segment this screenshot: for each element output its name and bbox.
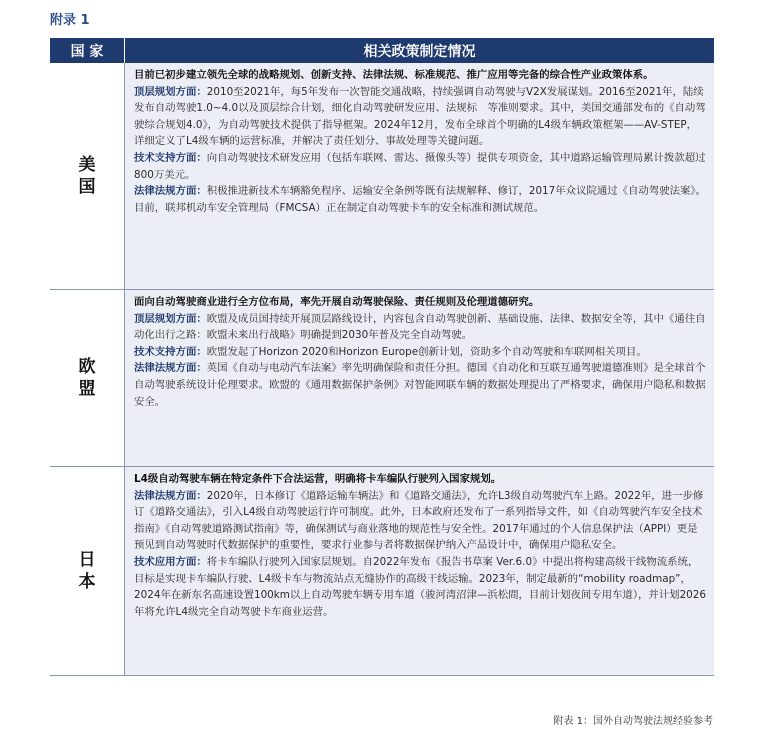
table-header-row (50, 38, 714, 63)
policy-item (134, 554, 706, 620)
table-row-eu (50, 290, 714, 467)
row-summary: 目前已初步建立领先全球的战略规划、创新支持、法律法规、标准规范、推广应用等完备的综合性产业政策体系。 (134, 69, 654, 81)
policy-item-label: 法律法规方面： (134, 185, 207, 198)
header-policy: 相关政策制定情况 (125, 38, 715, 63)
policy-table (50, 38, 714, 676)
row-summary: 面向自动驾驶商业进行全方位布局，率先开展自动驾驶保险、责任规则及伦理道德研究。 (134, 296, 540, 308)
policy-item-label: 技术支持方面： (134, 345, 207, 358)
policy-item-text: 欧盟发起了Horizon 2020和Horizon Europe创新计划，资助多个自动驾驶和车联网相关项目。 (206, 345, 647, 358)
appendix-title: 附录 1 (50, 13, 90, 28)
policy-item-text: 2020年，日本修订《道路运输车辆法》和《道路交通法》，允许L3级自动驾驶汽车上路。2022年，进一步修订《道路交通法》，引入L4级自动驾驶运行许可制度。此外，日本政府还发布了一系列指导文件，如《自动驾驶汽车安全技术指南》《自动驾驶道路测试指南》等，确保测试与商业落地的规范性与安全性。2017年通过的个人信息保护法（APPI）更是预见到自动驾驶时代数据保护的重要性，要求行业参与者将数据保护纳入产品设计中，确保用户隐私安全。 (134, 489, 704, 552)
header-country: 国 家 (50, 38, 125, 63)
policy-item-label: 顶层规划方面： (134, 85, 207, 98)
row-summary: L4级自动驾驶车辆在特定条件下合法运营，明确将卡车编队行驶列入国家规划。 (134, 473, 502, 485)
policy-item (134, 488, 706, 554)
country-cell-eu (50, 290, 125, 467)
policy-cell-us (125, 63, 715, 290)
country-name: 日本 (78, 550, 96, 592)
policy-item-label: 法律法规方面： (134, 489, 207, 502)
policy-item (134, 344, 706, 361)
table-row-us (50, 63, 714, 290)
policy-cell-jp (125, 467, 715, 676)
country-name: 美国 (78, 155, 96, 197)
policy-item-text: 2010至2021年，每5年发布一次智能交通战略，持续强调自动驾驶与V2X发展谋划。2016至2021年，陆续发布自动驾驶1.0~4.0以及顶层综合计划，细化自动驾驶研发应用、法规标 等准则要求。其中，美国交通部发布的《自动驾驶综合规划4.0》，为自动驾驶技术提供了指导框架。2024年12月，发布全球首个明确的L4级车辆政策框架——AV-STEP，详细定义了L4级车辆的运营标准，并解决了责任划分、事故处理等关键问题。 (134, 85, 706, 148)
policy-item (134, 360, 706, 410)
policy-item (134, 311, 706, 344)
policy-item-text: 英国《自动与电动汽车法案》率先明确保险和责任分担。德国《自动化和互联互通驾驶道德准则》是全球首个自动驾驶系统设计伦理要求。欧盟的《通用数据保护条例》对智能网联车辆的数据处理提出了严格要求，确保用户隐私和数据安全。 (134, 362, 706, 408)
policy-cell-eu (125, 290, 715, 467)
policy-item-text: 向自动驾驶技术研发应用（包括车联网、雷达、摄像头等）提供专项资金，其中道路运输管理局累计拨款超过800万美元。 (134, 151, 706, 181)
country-cell-jp (50, 467, 125, 676)
policy-item-text: 欧盟及成员国持续开展顶层路线设计，内容包含自动驾驶创新、基础设施、法律、数据安全等，其中《通往自动化出行之路：欧盟未来出行战略》明确提到2030年普及完全自动驾驶。 (134, 312, 706, 342)
policy-item-text: 积极推进新技术车辆豁免程序、运输安全条例等既有法规解释、修订，2017年众议院通过《自动驾驶法案》。目前，联邦机动车安全管理局（FMCSA）正在制定自动驾驶卡车的安全标准和测试规范。 (134, 185, 706, 214)
table-caption: 附表 1：国外自动驾驶法规经验参考 (553, 716, 713, 727)
policy-item (134, 84, 706, 150)
policy-item-label: 技术支持方面： (134, 151, 207, 164)
policy-item (134, 183, 706, 216)
policy-item-label: 法律法规方面： (134, 362, 207, 375)
policy-item-label: 技术应用方面： (134, 555, 207, 568)
policy-item-text: 将卡车编队行驶列入国家层规划。自2022年发布《报告书草案 Ver.6.0》中提出将构建高级干线物流系统，目标是实现卡车编队行驶、L4级卡车与物流站点无缝协作的高级干线运输。2023年，制定最新的“mobility roadmap”，2024年在新东名高速设置100km以上自动驾驶车辆专用车道（骏河湾沼津—浜松間，目前计划夜间专用车道），并计划2026年将允许L4级完全自动驾驶卡车商业运营。 (134, 555, 707, 618)
table-row-jp (50, 467, 714, 676)
country-name: 欧盟 (78, 357, 96, 399)
policy-item (134, 150, 706, 183)
country-cell-us (50, 63, 125, 290)
policy-item-label: 顶层规划方面： (134, 312, 207, 325)
